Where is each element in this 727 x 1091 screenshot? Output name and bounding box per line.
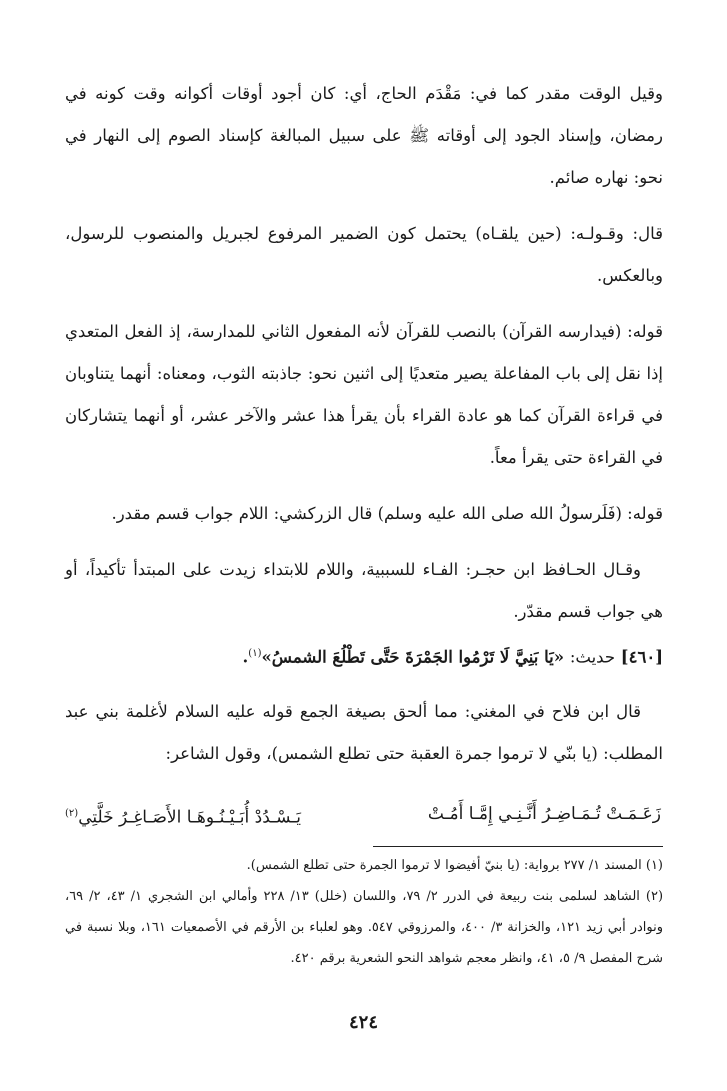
- verse-first-hemistich: زَعَـمَـتْ تُـمَـاضِـرُ أَنَّـنِـي إِمَّـا أَمُـتْ: [427, 804, 661, 824]
- verse-second-hemistich-text: يَـسْـدُدْ أُبَـيْـنُـوهَـا الأَصَـاغِـرُ خَلَّتِي: [78, 807, 302, 828]
- hadith-text: «يَا بَنِيَّ لَا تَرْمُوا الجَمْرَةَ حَتَّى تَطْلُعَ الشمسُ»: [261, 647, 565, 667]
- footnote-1: (١) المسند ١/ ٢٧٧ برواية: (يا بنيّ أفيضوا لا ترموا الجمرة حتى تطلع الشمس).: [246, 858, 663, 873]
- hadith-note-ref: (١): [248, 648, 262, 659]
- paragraph-4: قوله: (فَلَرسولُ الله صلى الله عليه وسلم) قال الزركشي: اللام جواب قسم مقدر.: [111, 504, 663, 523]
- footnote-2: (٢) الشاهد لسلمى بنت ربيعة في الدرر ٢/ ٧٩، واللسان (خلل) ١٣/ ٢٢٨ وأمالي ابن الشجري ١/ ٤٣، ٢/ ٦٩، ونوادر أبي زيد ١٢١، والخزانة ٣/ ٤٠٠، والمرزوقي ٥٤٧. وهو لعلباء بن الأرقم في الأصمعيات ١٦١، وبلا نسبة في شرح المفصل ٩/ ٥، ٤١، وانظر معجم شواهد النحو الشعرية برقم ٤٢٠.: [65, 889, 664, 966]
- hadith-heading: [٤٦٠] حديث: «يَا بَنِيَّ لَا تَرْمُوا الجَمْرَةَ حَتَّى تَطْلُعَ الشمسُ»$^{(١)}$.: [242, 647, 663, 667]
- paragraph-1: وقيل الوقت مقدر كما في: مَقْدَم الحاج، أي: كان أجود أوقات أكوانه وقت كونه في رمضان، وإسناد الجود إلى أوقاته ﷺ على سبيل المبالغة كإسناد الصوم إلى النهار في نحو: نهاره صائم.: [65, 84, 663, 187]
- footnotes: [65, 850, 663, 974]
- paragraph-2: قال: وقـولـه: (حين يلقـاه) يحتمل كون الضمير المرفوع لجبريل والمنصوب للرسول، وبالعكس.: [65, 224, 663, 285]
- page-number: ٤٢٤: [348, 1012, 378, 1033]
- footnote-divider: [373, 846, 663, 847]
- paragraph-5: وقـال الحـافظ ابن حجـر: الفـاء للسببية، واللام للابتداء زيدت على المبتدأ تأكيداً، أو هي جواب قسم مقدّر.: [65, 560, 663, 621]
- paragraph-3: قوله: (فيدارسه القرآن) بالنصب للقرآن لأنه المفعول الثاني للمدارسة، إذ الفعل المتعدي إذا نقل إلى باب المفاعلة يصير متعديًا إلى اثنين نحو: جاذبته الثوب، ومعناه: أنهما يتناوبان في قراءة القرآن كما هو عادة القراء بأن يقرأ هذا عشر والآخر عشر، أو أنهما يتشاركان في القراءة حتى يقرأ معاً.: [65, 322, 663, 467]
- hadith-label: حديث:: [569, 647, 616, 667]
- hadith-number: [٤٦٠]: [620, 647, 663, 667]
- paragraph-after-hadith: قال ابن فلاح في المغني: مما ألحق بصيغة الجمع قوله عليه السلام لأغلمة بني عبد المطلب: (يا بنّي لا ترموا جمرة العقبة حتى تطلع الشمس)، وقول الشاعر:: [65, 701, 663, 763]
- main-text: [65, 73, 663, 775]
- verse-second-hemistich: [65, 794, 301, 838]
- verse-note-ref: (٢): [65, 808, 79, 819]
- poetry-verse: [65, 794, 661, 834]
